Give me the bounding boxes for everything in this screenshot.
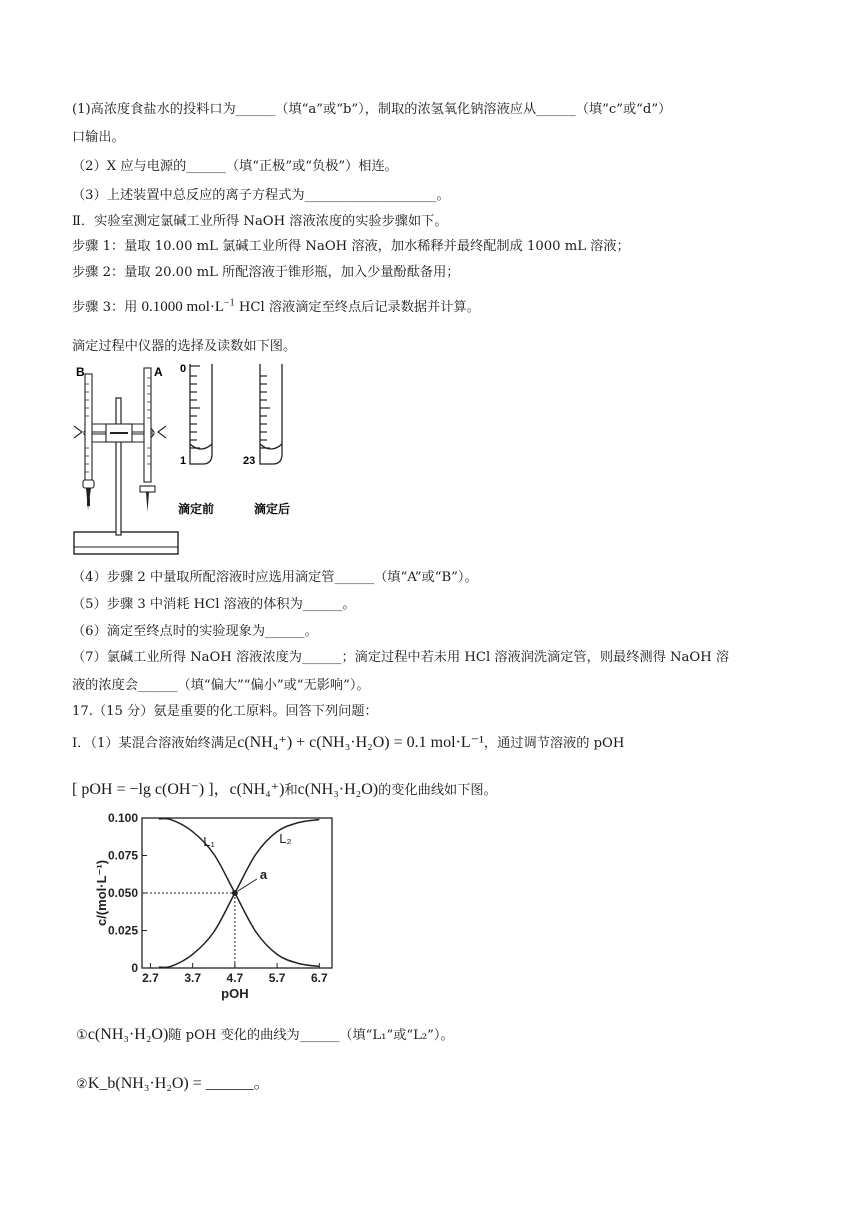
burette-b (85, 374, 92, 482)
before-caption: 滴定前 (178, 502, 215, 516)
x-axis-label: pOH (221, 986, 249, 1001)
q16-section-ii-title: Ⅱ．实验室测定氯碱工业所得 NaOH 溶液浓度的实验步骤如下。 (72, 214, 448, 229)
concentration-poh-chart (94, 812, 344, 1012)
x-tick-label: 4.7 (226, 971, 244, 985)
label-a: A (154, 365, 163, 379)
y-tick-label: 0.050 (107, 886, 138, 900)
q17-sub1: ①c(NH₃·H₂O)随 pOH 变化的曲线为______（填“L₁”或“L₂”）。 (76, 1026, 454, 1043)
poh-definition: [ pOH = −lg c(OH⁻) ]， (72, 781, 230, 798)
q16-part7-line1: （7）氯碱工业所得 NaOH 溶液浓度为______；滴定过程中若未用 HCl 溶液润洗滴定管，则最终测得 NaOH 溶 (72, 650, 730, 665)
point-a (232, 890, 238, 896)
q17-i-line: Ⅰ．（1）某混合溶液始终满足c(NH₄⁺) + c(NH₃·H₂O) = 0.1 mol·L⁻¹，通过调节溶液的 pOH (72, 734, 625, 751)
x-tick-label: 5.7 (268, 971, 286, 985)
q17-title: 17.（15 分）氨是重要的化工原料。回答下列问题： (72, 704, 378, 719)
q16-part5: （5）步骤 3 中消耗 HCl 溶液的体积为______。 (72, 597, 356, 612)
q16-part2: （2）X 应与电源的______（填“正极”或“负极”）相连。 (72, 159, 398, 174)
x-tick-label: 6.7 (310, 971, 328, 985)
q16-part1-line2: 口输出。 (72, 130, 125, 145)
kb-expression: K_b(NH₃·H₂O) = ______。 (87, 1075, 270, 1092)
mass-balance-equation: c(NH₄⁺) + c(NH₃·H₂O) = 0.1 mol·L⁻¹ (237, 734, 484, 751)
step-2: 步骤 2：量取 20.00 mL 所配溶液于锥形瓶，加入少量酚酞备用； (72, 265, 460, 280)
figure-intro: 滴定过程中仪器的选择及读数如下图。 (72, 339, 297, 354)
titration-apparatus-figure (70, 362, 300, 562)
burette-a (144, 368, 151, 482)
q16-part7-line2: 液的浓度会______（填“偏大”“偏小”或“无影响”）。 (72, 678, 370, 693)
step-3: 步骤 3：用 0.1000 $mol\cdot L^{-1}$ HCl 溶液滴定至终点后记录数据并计算。 (72, 297, 480, 315)
y-axis-label: c/(mol·L⁻¹) (94, 859, 109, 927)
x-tick-label: 2.7 (142, 971, 159, 985)
series-l1-label: L₁ (203, 833, 215, 849)
step-1: 步骤 1：量取 10.00 mL 氯碱工业所得 NaOH 溶液，加水稀释并最终配制成 1000 mL 溶液； (72, 239, 630, 254)
after-mark: 23 (243, 455, 256, 467)
q17-definition-line: [ pOH = −lg c(OH⁻) ]，c(NH₄⁺)和c(NH₃·H₂O)的变化曲线如下图。 (72, 781, 497, 798)
y-tick-label: 0 (131, 961, 138, 975)
y-tick-label: 0.075 (107, 848, 138, 863)
point-a-label: a (259, 867, 268, 882)
label-b: B (76, 365, 85, 379)
q16-part4: （4）步骤 2 中量取所配溶液时应选用滴定管______（填“A”或“B”）。 (72, 570, 478, 585)
y-tick-label: 0.100 (107, 812, 138, 825)
after-caption: 滴定后 (254, 502, 291, 516)
q16-part1-line1: (1)高浓度食盐水的投料口为______（填“a”或“b”），制取的浓氢氧化钠溶液应从______（填“c”或“d”） (72, 102, 672, 117)
q17-sub2: ②K_b(NH₃·H₂O) = ______。 (76, 1075, 270, 1092)
before-top-mark: 0 (180, 363, 187, 375)
q16-part3: （3）上述装置中总反应的离子方程式为____________________。 (72, 188, 450, 203)
y-tick-label: 0.025 (107, 923, 138, 938)
hcl-concentration: 0.1000 mol·L (141, 299, 225, 315)
x-tick-label: 3.7 (184, 971, 202, 985)
q16-part6: （6）滴定至终点时的实验现象为______。 (72, 624, 318, 639)
before-bottom-mark: 1 (180, 455, 187, 467)
series-l2-label: L₂ (279, 830, 292, 846)
